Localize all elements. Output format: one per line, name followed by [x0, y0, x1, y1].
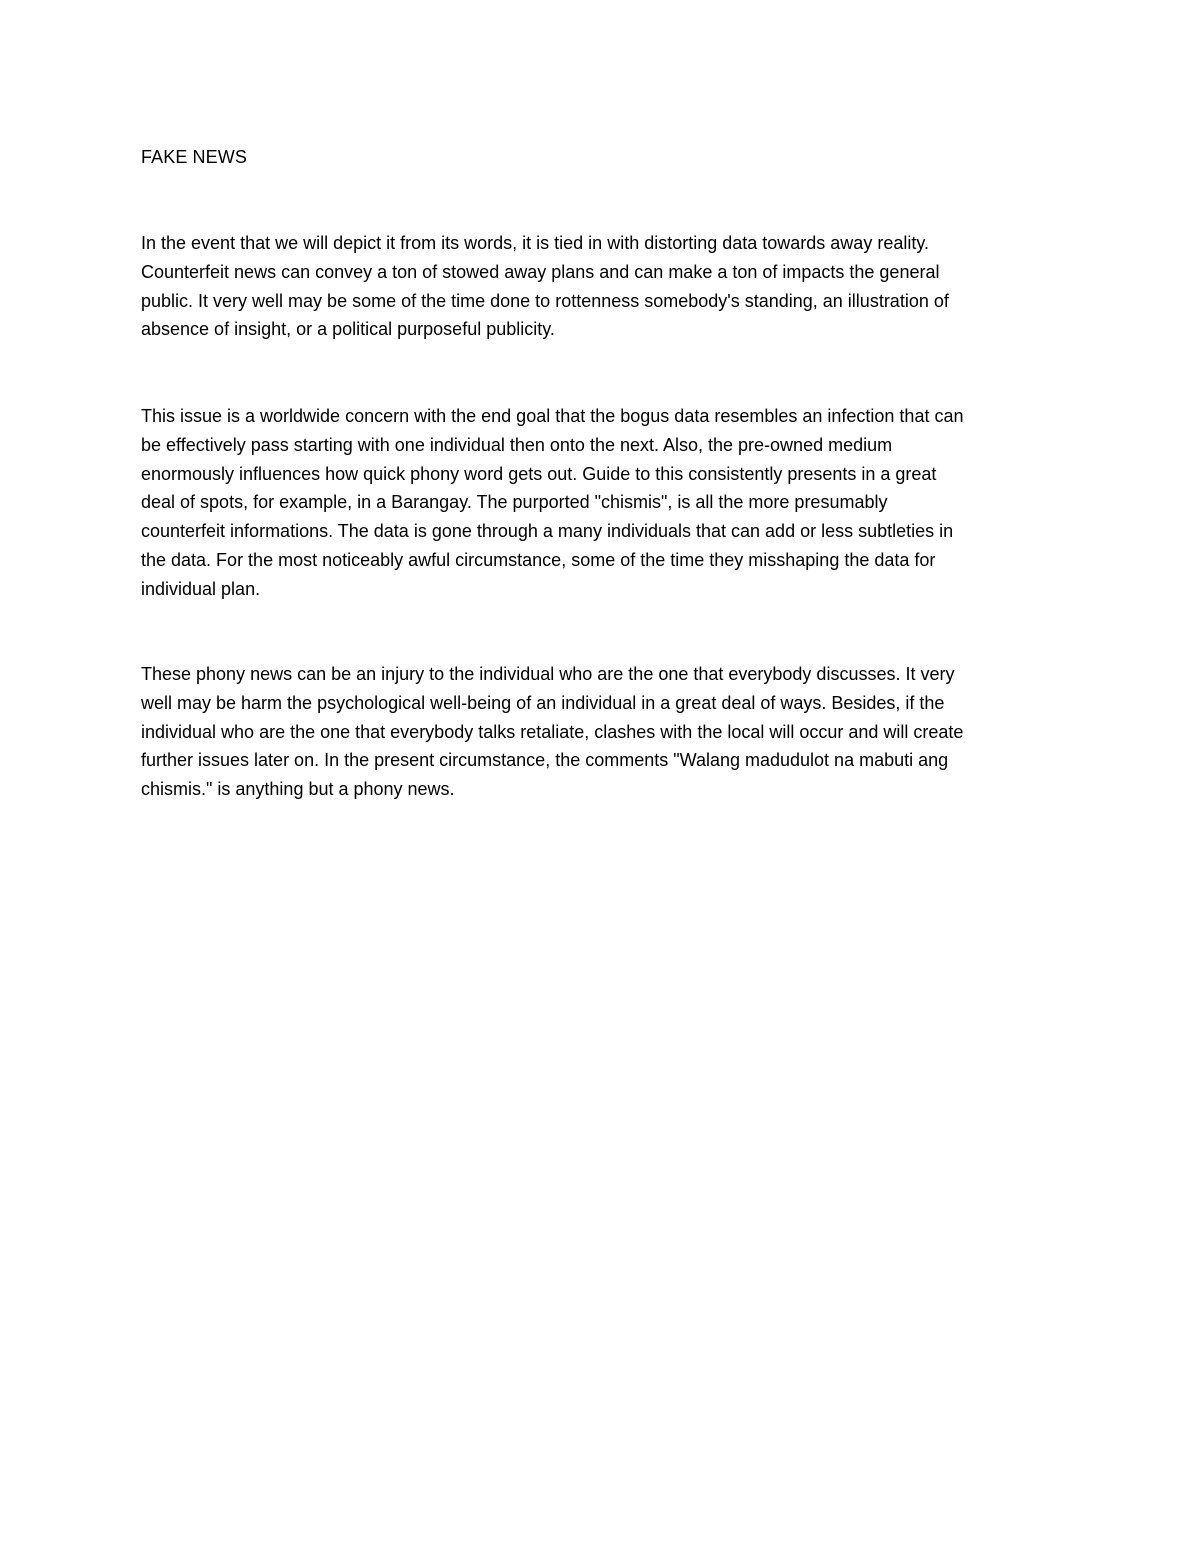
paragraph-2 — [141, 402, 1071, 604]
paragraph-1 — [141, 229, 1071, 344]
paragraph-line: enormously influences how quick phony word gets out. Guide to this consistently presents in a great — [141, 463, 937, 484]
paragraph-line: further issues later on. In the present circumstance, the comments "Walang madudulot na mabuti ang — [141, 750, 949, 771]
document-title: FAKE NEWS — [141, 147, 247, 167]
paragraph-3 — [141, 660, 1071, 804]
paragraph-line: This issue is a worldwide concern with the end goal that the bogus data resembles an infection that can — [141, 406, 964, 426]
paragraph-line: individual plan. — [141, 578, 261, 599]
paragraph-line: counterfeit informations. The data is gone through a many individuals that can add or less subtleties in — [141, 521, 954, 542]
paragraph-line: In the event that we will depict it from its words, it is tied in with distorting data towards away reality. — [141, 233, 930, 253]
paragraph-line: Counterfeit news can convey a ton of stowed away plans and can make a ton of impacts the general — [141, 261, 940, 282]
paragraph-line: deal of spots, for example, in a Barangay. The purported "chismis", is all the more presumably — [141, 492, 888, 513]
paragraph-line: the data. For the most noticeably awful circumstance, some of the time they misshaping the data for — [141, 549, 936, 570]
paragraph-line: public. It very well may be some of the time done to rottenness somebody's standing, an illustration of — [141, 290, 949, 311]
paragraph-line: well may be harm the psychological well-being of an individual in a great deal of ways. Besides, if the — [141, 692, 945, 713]
paragraph-line: These phony news can be an injury to the individual who are the one that everybody discusses. It very — [141, 664, 955, 684]
paragraph-line: be effectively pass starting with one individual then onto the next. Also, the pre-owned medium — [141, 434, 893, 455]
paragraph-line: absence of insight, or a political purposeful publicity. — [141, 319, 555, 340]
paragraph-line: chismis." is anything but a phony news. — [141, 779, 455, 800]
paragraph-line: individual who are the one that everybody talks retaliate, clashes with the local will occur and will create — [141, 721, 964, 742]
